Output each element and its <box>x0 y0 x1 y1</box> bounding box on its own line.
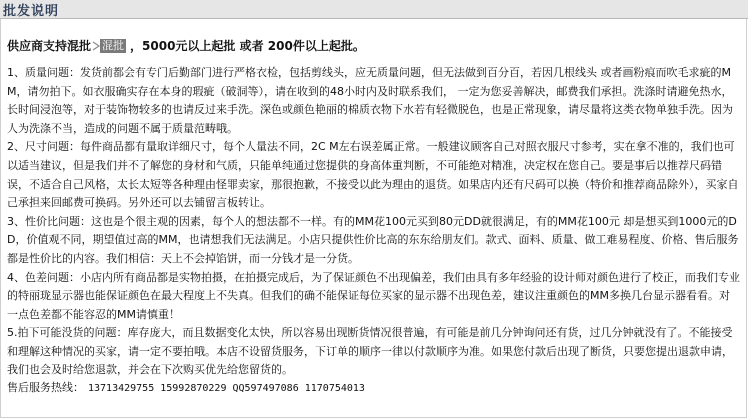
intro-prefix: 供应商支持混批 <box>7 39 92 53</box>
after-sales-hotline <box>7 379 740 398</box>
hotline-numbers: 13713429755 15992870229 QQ597497086 1170754013 <box>88 383 365 395</box>
intro-suffix: ，5000元以上起批 或者 200件以上起批。 <box>130 39 365 53</box>
value-section: 3、性价比问题：这也是个很主观的因素，每个人的想法都不一样。有的MM花100元买到80元DD就很满足，有的MM花100元 却是想买到1000元的DD，价值观不同，期望值过高的MM，也请想我们无法满足。小店只提供性价比高的东东给朋友们。款式、面料、质量、做工难易程度、价格、售后服务都是性价比的内容。我们相信：天上不会掉馅饼，而一分钱才是一分货。 <box>7 214 739 265</box>
hotline-label: 售后服务热线： <box>7 381 84 395</box>
section-header <box>0 0 748 19</box>
wholesale-intro <box>7 37 740 56</box>
content-body <box>1 19 746 398</box>
quality-section: 1、质量问题：发货前都会有专门后勤部门进行严格衣检，包括剪线头，应无质量问题，但无法做到百分百，若因几根线头 或者画粉痕而吹毛求疵的MM，请勿拍下。如衣服确实存在本身的瑕疵（破洞等），请在收到的48小时内及时联系我们， 一定为您妥善解决，邮费我们承担。洗涤时请避免热水，长时间浸泡等，对于装饰物较多的也请反过来手洗。深色或颜色艳丽的棉质衣物下水若有轻微脱色，也是正常现象，请尽量将这类衣物单独手洗。因为人为洗涤不当，造成的问题不属于质量范畴哦。 <box>7 66 733 135</box>
stock-section: 5.拍下可能没货的问题：库存庞大，而且数据变化太快，所以容易出现断货情况很普遍，有可能是前几分钟询问还有货，过几分钟就没有了。不能接受和理解这种情况的买家，请一定不要拍哦。本店不设留货服务，下订单的顺序一律以付款顺序为准。如果您付款后出现了断货，只要您提出退款申请，我们也会及时给您退款，并会在下次购买优先给您留货的。 <box>7 326 733 376</box>
size-section: 2、尺寸问题：每件商品都有量取详细尺寸，每个人量法不同，2C M左右误差属正常。一般建议顾客自己对照衣服尺寸参考，实在拿不准的，我们也可以适当建议，但是我们并不了解您的身材和气质，只能单纯通过您提供的身高体重判断，不可能绝对精准，决定权在您自己。要是事后以推荐尺码错误，不适合自己风格，太长太短等各种理由怪罪卖家，那很抱歉，不接受以此为理由的退货。如果店内还有尺码可以换（特价和推荐商品除外），买家自己承担来回邮费可换码。另外还可以去铺留言板转让。 <box>7 140 739 210</box>
color-section: 4、色差问题：小店内所有商品都是实物拍摄，在拍摄完成后，为了保证颜色不出现偏差，我们由具有多年经验的设计师对颜色进行了校正，而我们专业的特丽珑显示器也能保证颜色在最大程度上不失真。但我们的确不能保证每位买家的显示器不出现色差，建议注重颜色的MM多换几台显示器看看。对一点色差都不能容忍的MM请慎重！ <box>7 270 740 321</box>
mix-batch-badge: 混批 <box>102 39 125 52</box>
content-frame <box>0 19 747 418</box>
section-title: 批发说明 <box>3 3 60 19</box>
mix-batch-icon <box>92 41 100 51</box>
